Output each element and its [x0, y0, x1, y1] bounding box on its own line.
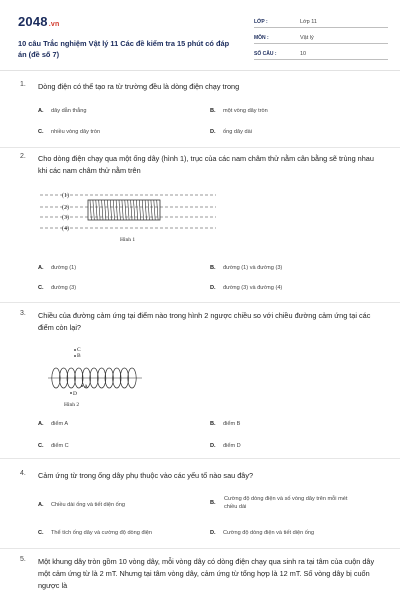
- question-number: 3.: [20, 310, 26, 317]
- option-letter: D.: [210, 443, 216, 449]
- option-text: điểm B: [223, 421, 241, 427]
- option-letter: C.: [38, 129, 44, 135]
- document-header: [18, 14, 388, 66]
- meta-key: MÔN :: [254, 35, 269, 41]
- coil-turn: [134, 200, 135, 220]
- option-d[interactable]: [210, 529, 314, 537]
- question-divider: [0, 302, 400, 303]
- option-letter: A.: [38, 108, 44, 114]
- option-b[interactable]: [210, 495, 360, 511]
- option-b[interactable]: [210, 420, 240, 428]
- option-a[interactable]: [38, 501, 125, 509]
- point-label-c: C: [77, 347, 81, 353]
- option-text: Thể tích ống dây và cường độ dòng điện: [51, 530, 153, 536]
- question-divider: [0, 147, 400, 148]
- line-label-3: (3): [62, 215, 69, 221]
- question-text: Dòng điện có thể tạo ra từ trường đều là dòng điện chạy trong: [38, 82, 240, 91]
- question-divider: [0, 458, 400, 459]
- question-text: Chiều của đường cảm ứng tại điểm nào trong hình 2 ngược chiều so với chiều đường cảm ứng tại các điểm còn lại?: [38, 311, 371, 332]
- option-text: điểm A: [51, 421, 69, 427]
- meta-value: Lớp 11: [300, 19, 317, 25]
- figure-2: [42, 344, 152, 414]
- meta-row-subject: [254, 30, 388, 44]
- option-letter: D.: [210, 530, 216, 536]
- question-4: [20, 470, 380, 544]
- coil-turn: [113, 200, 114, 220]
- figure-1: [38, 185, 216, 251]
- line-label-1: (1): [62, 193, 69, 199]
- question-number: 2.: [20, 153, 26, 160]
- option-a[interactable]: [38, 264, 76, 272]
- option-b[interactable]: [210, 264, 282, 272]
- meta-value: 10: [300, 51, 307, 57]
- option-letter: A.: [38, 502, 44, 508]
- option-letter: C.: [38, 285, 44, 291]
- option-text: dây dẫn thẳng: [51, 108, 87, 114]
- option-letter: D.: [210, 285, 216, 291]
- option-d[interactable]: [210, 128, 252, 136]
- option-letter: B.: [210, 500, 216, 506]
- meta-value: Vật lý: [300, 35, 314, 41]
- logo-suffix: .vn: [48, 21, 60, 28]
- option-a[interactable]: [38, 107, 86, 115]
- question-5: [20, 556, 380, 600]
- option-text: đường (1): [51, 265, 77, 271]
- question-divider: [0, 548, 400, 549]
- option-text: điểm C: [51, 443, 69, 449]
- option-c[interactable]: [38, 128, 100, 136]
- option-letter: C.: [38, 530, 44, 536]
- question-2: [20, 153, 380, 298]
- coil-turn: [154, 200, 155, 220]
- option-text: nhiều vòng dây tròn: [51, 129, 101, 135]
- meta-key: LỚP :: [254, 19, 268, 25]
- option-a[interactable]: [38, 420, 68, 428]
- option-c[interactable]: [38, 284, 76, 292]
- question-1: [20, 81, 380, 143]
- coil-turn: [99, 200, 100, 220]
- question-text: Một khung dây tròn gồm 10 vòng dây, mỗi vòng dây có dòng điện chạy qua sinh ra tại tâm của cuộn dây một cảm ứng từ là 2 mT. Nhưng tại tâm vòng dây, cảm ứng từ tổng hợp là 12 mT. Số vòng dây bị cuốn ngược là: [38, 557, 375, 590]
- option-text: đường (1) và đường (3): [223, 265, 283, 271]
- option-text: điểm D: [223, 443, 241, 449]
- option-text: Cường độ dòng điện và số vòng dây trên mỗi mét chiều dài: [224, 496, 348, 510]
- coil-turn: [119, 200, 120, 220]
- option-c[interactable]: [38, 442, 69, 450]
- meta-row-count: [254, 46, 388, 60]
- option-text: đường (3) và đường (4): [223, 285, 283, 291]
- meta-key: SỐ CÂU :: [254, 51, 277, 57]
- option-text: đường (3): [51, 285, 77, 291]
- figure-caption: Hình 1: [120, 237, 136, 243]
- document-title: 10 câu Trắc nghiệm Vật lý 11 Các đề kiểm tra 15 phút có đáp án (đề số 7): [18, 39, 230, 59]
- coil-diagram: [42, 344, 152, 414]
- site-logo[interactable]: [18, 14, 59, 29]
- question-text: Cho dòng điện chạy qua một ống dây (hình 1), trục của các nam châm thử nằm cân bằng sẽ trùng nhau khi các nam châm thử nằm trên: [38, 154, 374, 175]
- option-letter: A.: [38, 421, 44, 427]
- point-label-d: D: [73, 391, 77, 397]
- option-b[interactable]: [210, 107, 268, 115]
- line-label-4: (4): [62, 226, 69, 232]
- option-letter: B.: [210, 108, 216, 114]
- question-text: Cảm ứng từ trong ống dây phụ thuộc vào các yếu tố nào sau đây?: [38, 471, 254, 480]
- line-label-2: (2): [62, 205, 69, 211]
- option-letter: B.: [210, 265, 216, 271]
- option-letter: D.: [210, 129, 216, 135]
- option-c[interactable]: [38, 529, 152, 537]
- option-text: ống dây dài: [223, 129, 252, 135]
- option-letter: B.: [210, 421, 216, 427]
- option-text: một vòng dây tròn: [223, 108, 268, 114]
- point-label-b: B: [77, 353, 81, 359]
- solenoid-diagram: [38, 185, 216, 251]
- question-number: 5.: [20, 556, 26, 563]
- question-3: [20, 310, 380, 455]
- option-letter: C.: [38, 443, 44, 449]
- coil-turn: [93, 200, 94, 220]
- meta-row-class: [254, 14, 388, 28]
- option-d[interactable]: [210, 284, 282, 292]
- coil-turn: [148, 200, 149, 220]
- question-number: 1.: [20, 81, 26, 88]
- meta-info: [254, 14, 388, 62]
- point-label-a: A: [84, 384, 88, 390]
- figure-caption: Hình 2: [64, 402, 80, 408]
- option-d[interactable]: [210, 442, 241, 450]
- question-number: 4.: [20, 470, 26, 477]
- option-text: Chiều dài ống và tiết diện ống: [51, 502, 126, 508]
- header-divider: [0, 70, 400, 71]
- option-letter: A.: [38, 265, 44, 271]
- logo-text: 2048: [18, 14, 48, 29]
- option-text: Cường độ dòng điện và tiết diện ống: [223, 530, 315, 536]
